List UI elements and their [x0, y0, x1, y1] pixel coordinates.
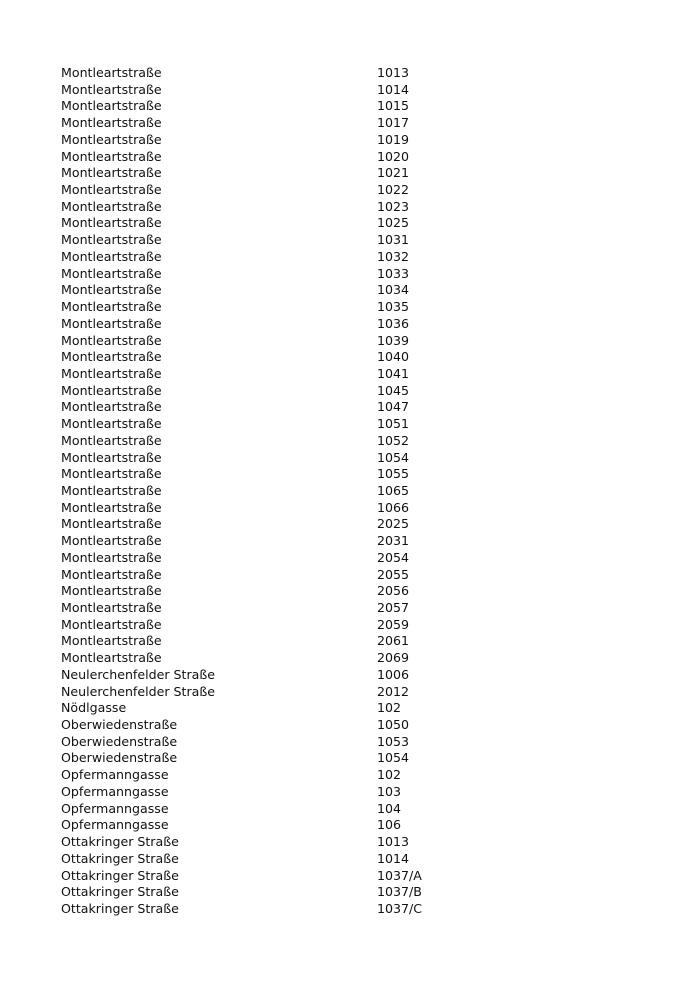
list-item — [61, 617, 661, 634]
list-item — [61, 249, 661, 266]
list-item — [61, 132, 661, 149]
street-name: Ottakringer Straße — [61, 900, 179, 916]
street-name: Montleartstraße — [61, 516, 162, 532]
street-name: Opfermanngasse — [61, 817, 169, 833]
list-item — [61, 600, 661, 617]
street-name: Montleartstraße — [61, 299, 162, 315]
street-name: Montleartstraße — [61, 315, 162, 331]
house-number: 1054 — [377, 750, 410, 766]
house-number: 1015 — [377, 98, 410, 114]
list-item — [61, 667, 661, 684]
list-item — [61, 700, 661, 717]
house-number: 1025 — [377, 215, 410, 231]
list-item — [61, 817, 661, 834]
house-number: 1033 — [377, 265, 410, 281]
list-item — [61, 767, 661, 784]
list-item — [61, 583, 661, 600]
list-item — [61, 182, 661, 199]
house-number: 1035 — [377, 299, 410, 315]
street-name: Montleartstraße — [61, 499, 162, 515]
list-item — [61, 633, 661, 650]
house-number: 1021 — [377, 165, 410, 181]
house-number: 1037/B — [377, 884, 422, 900]
street-name: Montleartstraße — [61, 131, 162, 147]
list-item — [61, 734, 661, 751]
list-item — [61, 550, 661, 567]
street-name: Montleartstraße — [61, 98, 162, 114]
street-name: Ottakringer Straße — [61, 834, 179, 850]
house-number: 2061 — [377, 633, 410, 649]
house-number: 2056 — [377, 583, 410, 599]
list-item — [61, 232, 661, 249]
list-item — [61, 717, 661, 734]
house-number: 2054 — [377, 549, 410, 565]
house-number: 1040 — [377, 349, 410, 365]
house-number: 1055 — [377, 466, 410, 482]
house-number: 1032 — [377, 248, 410, 264]
house-number: 102 — [377, 700, 402, 716]
house-number: 1006 — [377, 666, 410, 682]
street-name: Montleartstraße — [61, 232, 162, 248]
house-number: 2055 — [377, 566, 410, 582]
list-item — [61, 650, 661, 667]
address-list — [61, 65, 661, 918]
list-item — [61, 851, 661, 868]
street-name: Montleartstraße — [61, 182, 162, 198]
street-name: Opfermanngasse — [61, 783, 169, 799]
list-item — [61, 215, 661, 232]
list-item — [61, 450, 661, 467]
house-number: 2025 — [377, 516, 410, 532]
house-number: 2057 — [377, 600, 410, 615]
list-item — [61, 868, 661, 885]
street-name: Neulerchenfelder Straße — [61, 666, 216, 682]
list-item — [61, 483, 661, 500]
house-number: 1047 — [377, 399, 410, 415]
list-item — [61, 299, 661, 316]
street-name: Ottakringer Straße — [61, 850, 179, 866]
list-item — [61, 333, 661, 350]
house-number: 1039 — [377, 332, 410, 348]
house-number: 104 — [377, 800, 402, 816]
house-number: 1036 — [377, 315, 410, 331]
list-item — [61, 567, 661, 584]
list-item — [61, 366, 661, 383]
street-name: Montleartstraße — [61, 399, 162, 415]
list-item — [61, 266, 661, 283]
street-name: Nödlgasse — [61, 700, 127, 716]
street-name: Neulerchenfelder Straße — [61, 683, 216, 699]
house-number: 2069 — [377, 650, 410, 666]
street-name: Montleartstraße — [61, 282, 162, 298]
house-number: 1031 — [377, 232, 410, 248]
house-number: 1034 — [377, 282, 410, 298]
street-name: Montleartstraße — [61, 198, 162, 214]
street-name: Montleartstraße — [61, 148, 162, 164]
list-item — [61, 316, 661, 333]
house-number: 1052 — [377, 432, 410, 448]
street-name: Montleartstraße — [61, 215, 162, 231]
street-name: Montleartstraße — [61, 248, 162, 264]
street-name: Montleartstraße — [61, 382, 162, 398]
street-name: Montleartstraße — [61, 115, 162, 131]
house-number: 1023 — [377, 198, 410, 214]
house-number: 1019 — [377, 131, 410, 147]
street-name: Opfermanngasse — [61, 767, 169, 783]
list-item — [61, 834, 661, 851]
list-item — [61, 383, 661, 400]
street-name: Montleartstraße — [61, 416, 162, 432]
list-item — [61, 901, 661, 918]
street-name: Montleartstraße — [61, 432, 162, 448]
list-item — [61, 801, 661, 818]
house-number: 1065 — [377, 482, 410, 498]
list-item — [61, 199, 661, 216]
house-number: 1054 — [377, 449, 410, 465]
house-number: 1037/A — [377, 867, 422, 883]
list-item — [61, 884, 661, 901]
house-number: 1013 — [377, 65, 410, 80]
house-number: 1050 — [377, 717, 410, 733]
list-item — [61, 115, 661, 132]
street-name: Montleartstraße — [61, 466, 162, 482]
street-name: Montleartstraße — [61, 600, 162, 615]
street-name: Montleartstraße — [61, 365, 162, 381]
house-number: 1013 — [377, 834, 410, 850]
list-item — [61, 282, 661, 299]
street-name: Montleartstraße — [61, 332, 162, 348]
house-number: 103 — [377, 783, 402, 799]
list-item — [61, 684, 661, 701]
street-name: Montleartstraße — [61, 616, 162, 632]
street-name: Montleartstraße — [61, 449, 162, 465]
house-number: 2012 — [377, 683, 410, 699]
house-number: 1051 — [377, 416, 410, 432]
street-name: Montleartstraße — [61, 566, 162, 582]
street-name: Montleartstraße — [61, 549, 162, 565]
list-item — [61, 466, 661, 483]
list-item — [61, 65, 661, 82]
list-item — [61, 165, 661, 182]
street-name: Montleartstraße — [61, 650, 162, 666]
street-name: Opfermanngasse — [61, 800, 169, 816]
house-number: 1045 — [377, 382, 410, 398]
house-number: 106 — [377, 817, 402, 833]
house-number: 1014 — [377, 81, 410, 97]
house-number: 1022 — [377, 182, 410, 198]
street-name: Montleartstraße — [61, 65, 162, 80]
street-name: Oberwiedenstraße — [61, 750, 178, 766]
house-number: 102 — [377, 767, 402, 783]
street-name: Montleartstraße — [61, 265, 162, 281]
house-number: 1017 — [377, 115, 410, 131]
list-item — [61, 149, 661, 166]
list-item — [61, 82, 661, 99]
list-item — [61, 349, 661, 366]
street-name: Montleartstraße — [61, 533, 162, 549]
street-name: Montleartstraße — [61, 165, 162, 181]
list-item — [61, 399, 661, 416]
street-name: Montleartstraße — [61, 583, 162, 599]
list-item — [61, 750, 661, 767]
house-number: 1066 — [377, 499, 410, 515]
list-item — [61, 784, 661, 801]
house-number: 2059 — [377, 616, 410, 632]
list-item — [61, 516, 661, 533]
street-name: Ottakringer Straße — [61, 867, 179, 883]
street-name: Oberwiedenstraße — [61, 733, 178, 749]
house-number: 1037/C — [377, 900, 423, 916]
list-item — [61, 416, 661, 433]
street-name: Oberwiedenstraße — [61, 717, 178, 733]
street-name: Ottakringer Straße — [61, 884, 179, 900]
house-number: 2031 — [377, 533, 410, 549]
street-name: Montleartstraße — [61, 633, 162, 649]
house-number: 1020 — [377, 148, 410, 164]
list-item — [61, 533, 661, 550]
street-name: Montleartstraße — [61, 482, 162, 498]
list-item — [61, 433, 661, 450]
street-name: Montleartstraße — [61, 81, 162, 97]
house-number: 1014 — [377, 850, 410, 866]
street-name: Montleartstraße — [61, 349, 162, 365]
house-number: 1041 — [377, 365, 410, 381]
list-item — [61, 98, 661, 115]
list-item — [61, 500, 661, 517]
house-number: 1053 — [377, 733, 410, 749]
